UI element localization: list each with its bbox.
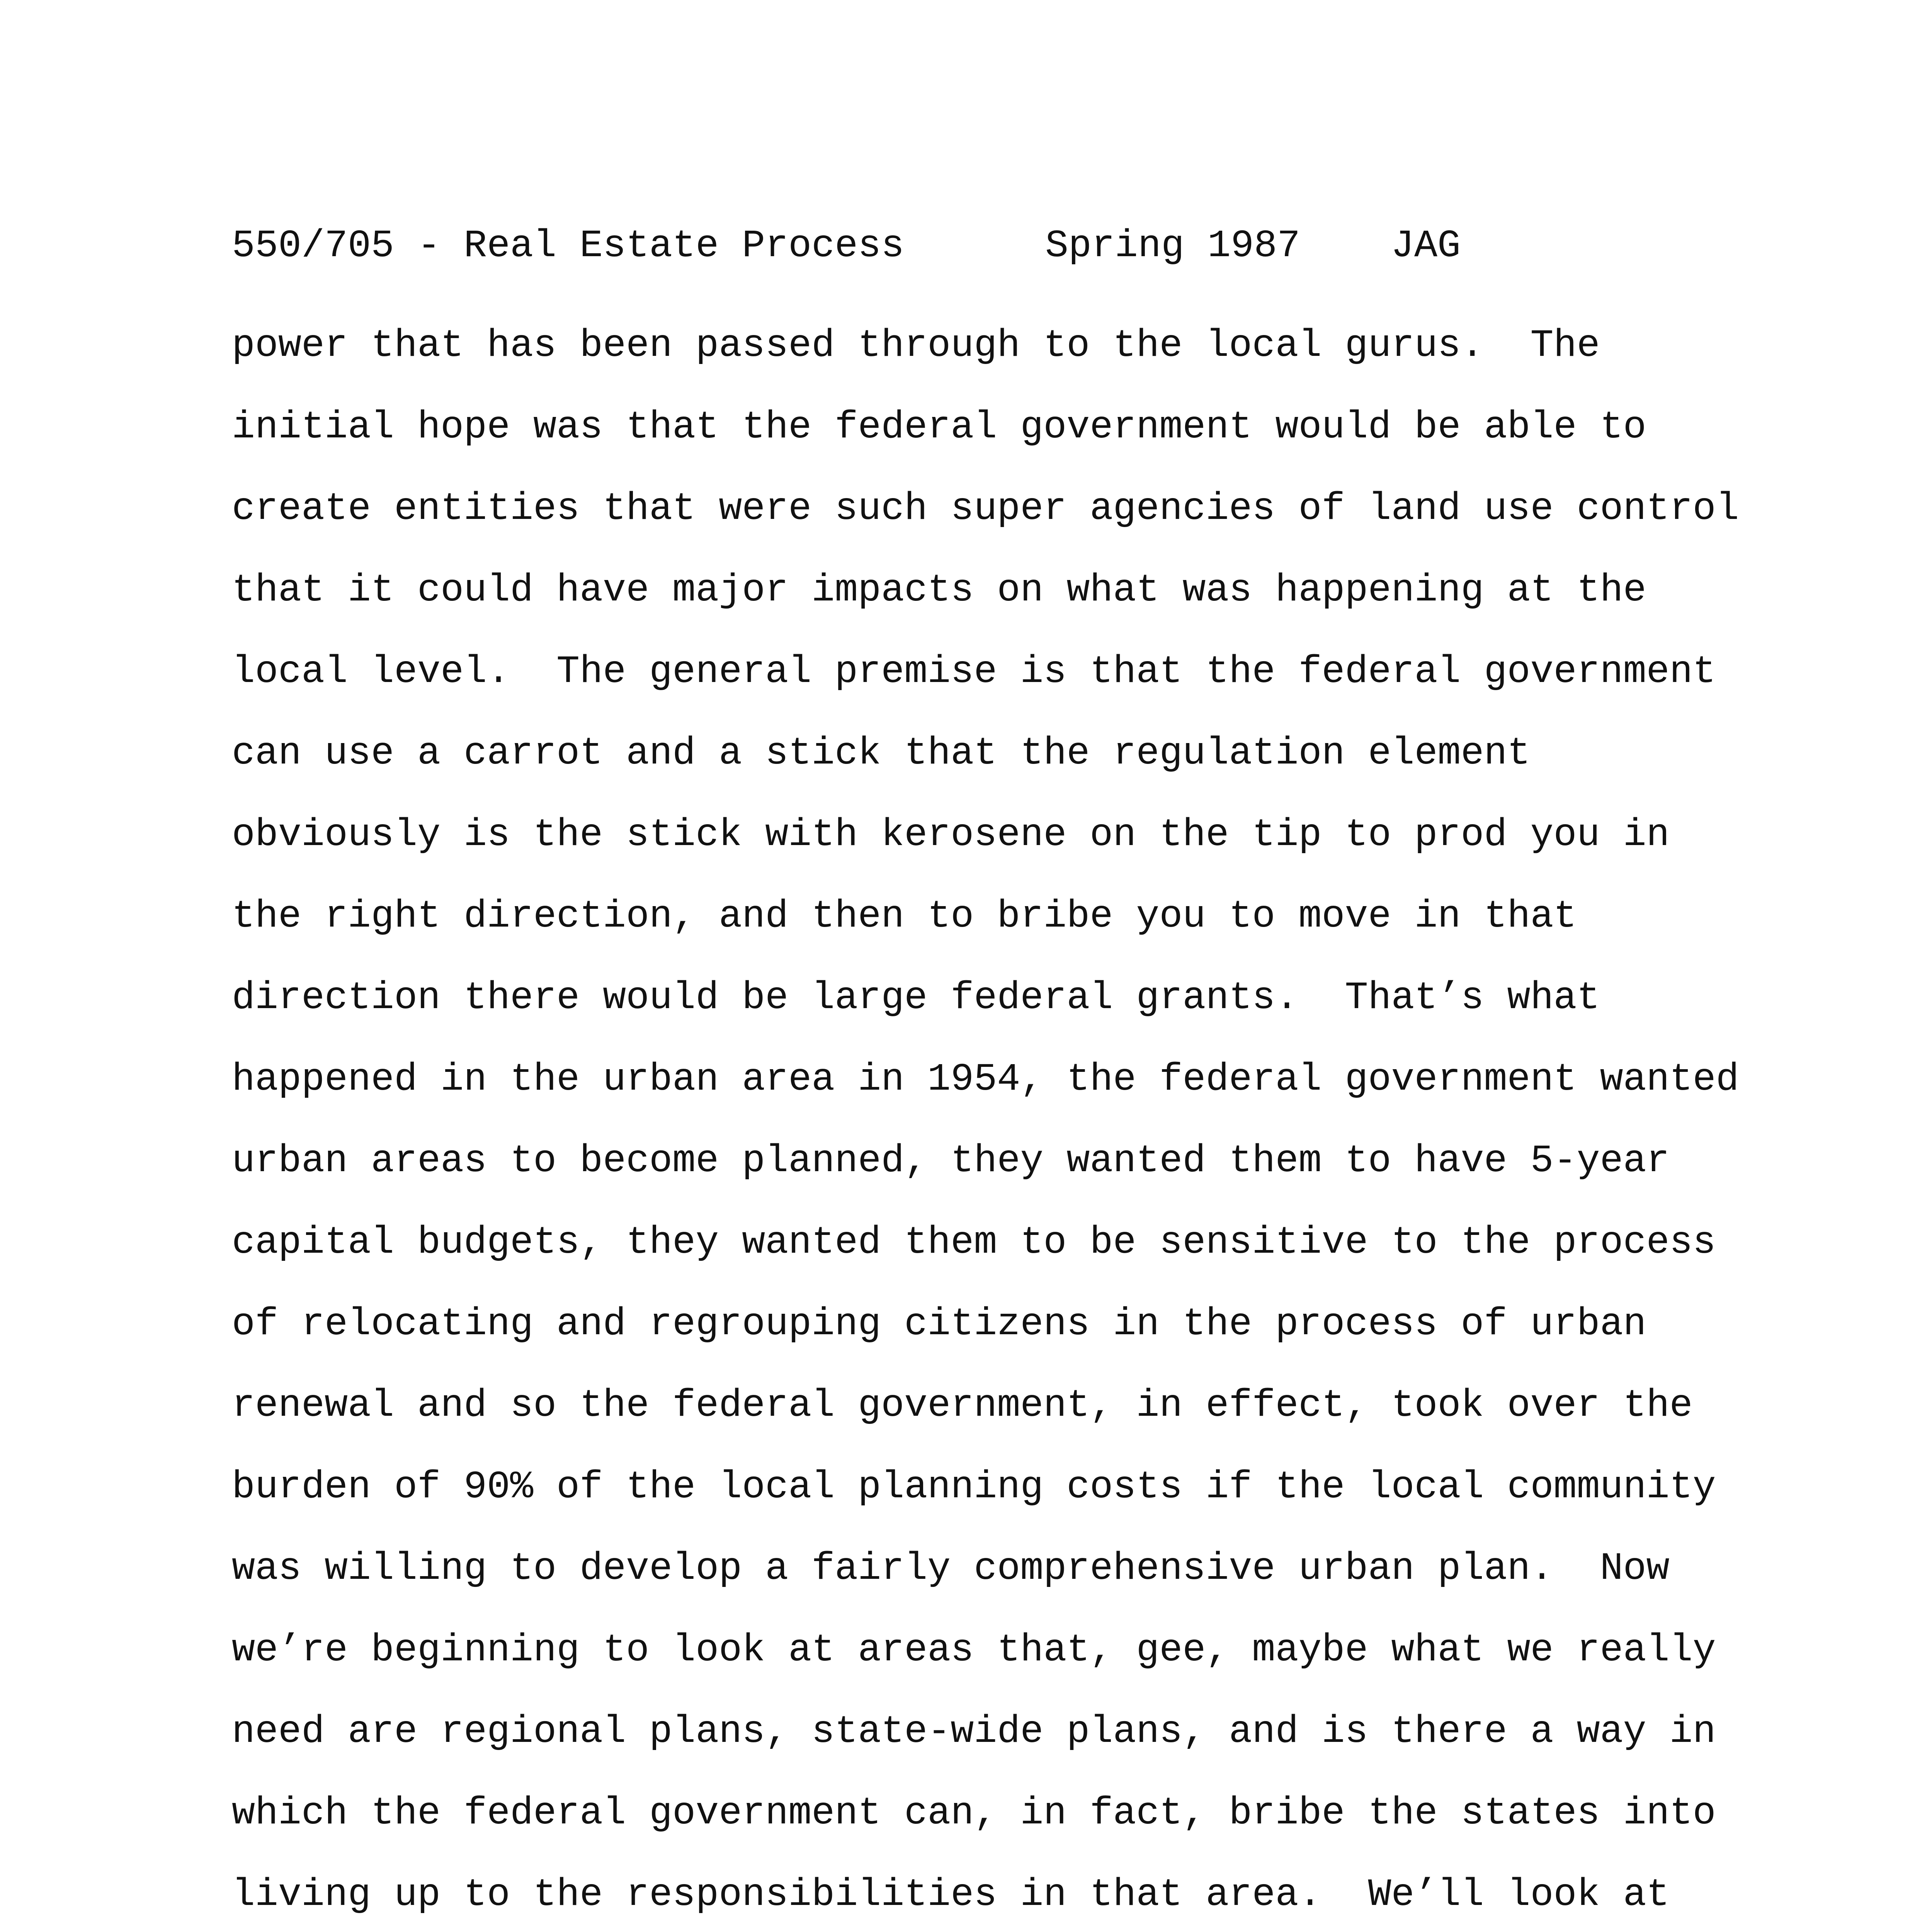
text-line: burden of 90% of the local planning costs if the local community (232, 1466, 1716, 1509)
text-line: the right direction, and then to bribe you to move in that (232, 895, 1577, 939)
text-line: living up to the responsibilities in that area. We’ll look at (232, 1873, 1670, 1917)
text-line: initial hope was that the federal government would be able to (232, 406, 1646, 449)
text-line: obviously is the stick with kerosene on the tip to prod you in (232, 813, 1670, 857)
text-line: renewal and so the federal government, in effect, took over the (232, 1384, 1693, 1428)
header-term: Spring 1987 (1045, 224, 1301, 268)
text-line: can use a carrot and a stick that the regulation element (232, 732, 1531, 776)
text-line: of relocating and regrouping citizens in the process of urban (232, 1303, 1646, 1346)
text-line: capital budgets, they wanted them to be sensitive to the process (232, 1221, 1716, 1265)
text-line: which the federal government can, in fact, bribe the states into (232, 1792, 1716, 1835)
text-line: happened in the urban area in 1954, the federal government wanted (232, 1058, 1739, 1102)
body-text (232, 305, 1816, 1932)
header-course-title: 550/705 - Real Estate Process (232, 224, 905, 268)
text-line: that it could have major impacts on what was happening at the (232, 569, 1646, 612)
text-line: direction there would be large federal grants. That’s what (232, 976, 1600, 1020)
header-initials: JAG (1391, 224, 1461, 268)
text-line: we’re beginning to look at areas that, gee, maybe what we really (232, 1629, 1716, 1672)
text-line: local level. The general premise is that the federal government (232, 650, 1716, 694)
text-line: need are regional plans, state-wide plans, and is there a way in (232, 1710, 1716, 1754)
text-line: was willing to develop a fairly comprehensive urban plan. Now (232, 1547, 1670, 1591)
text-line: power that has been passed through to the local gurus. The (232, 324, 1600, 368)
text-line: urban areas to become planned, they wanted them to have 5-year (232, 1139, 1670, 1183)
text-line: create entities that were such super agencies of land use control (232, 487, 1739, 531)
